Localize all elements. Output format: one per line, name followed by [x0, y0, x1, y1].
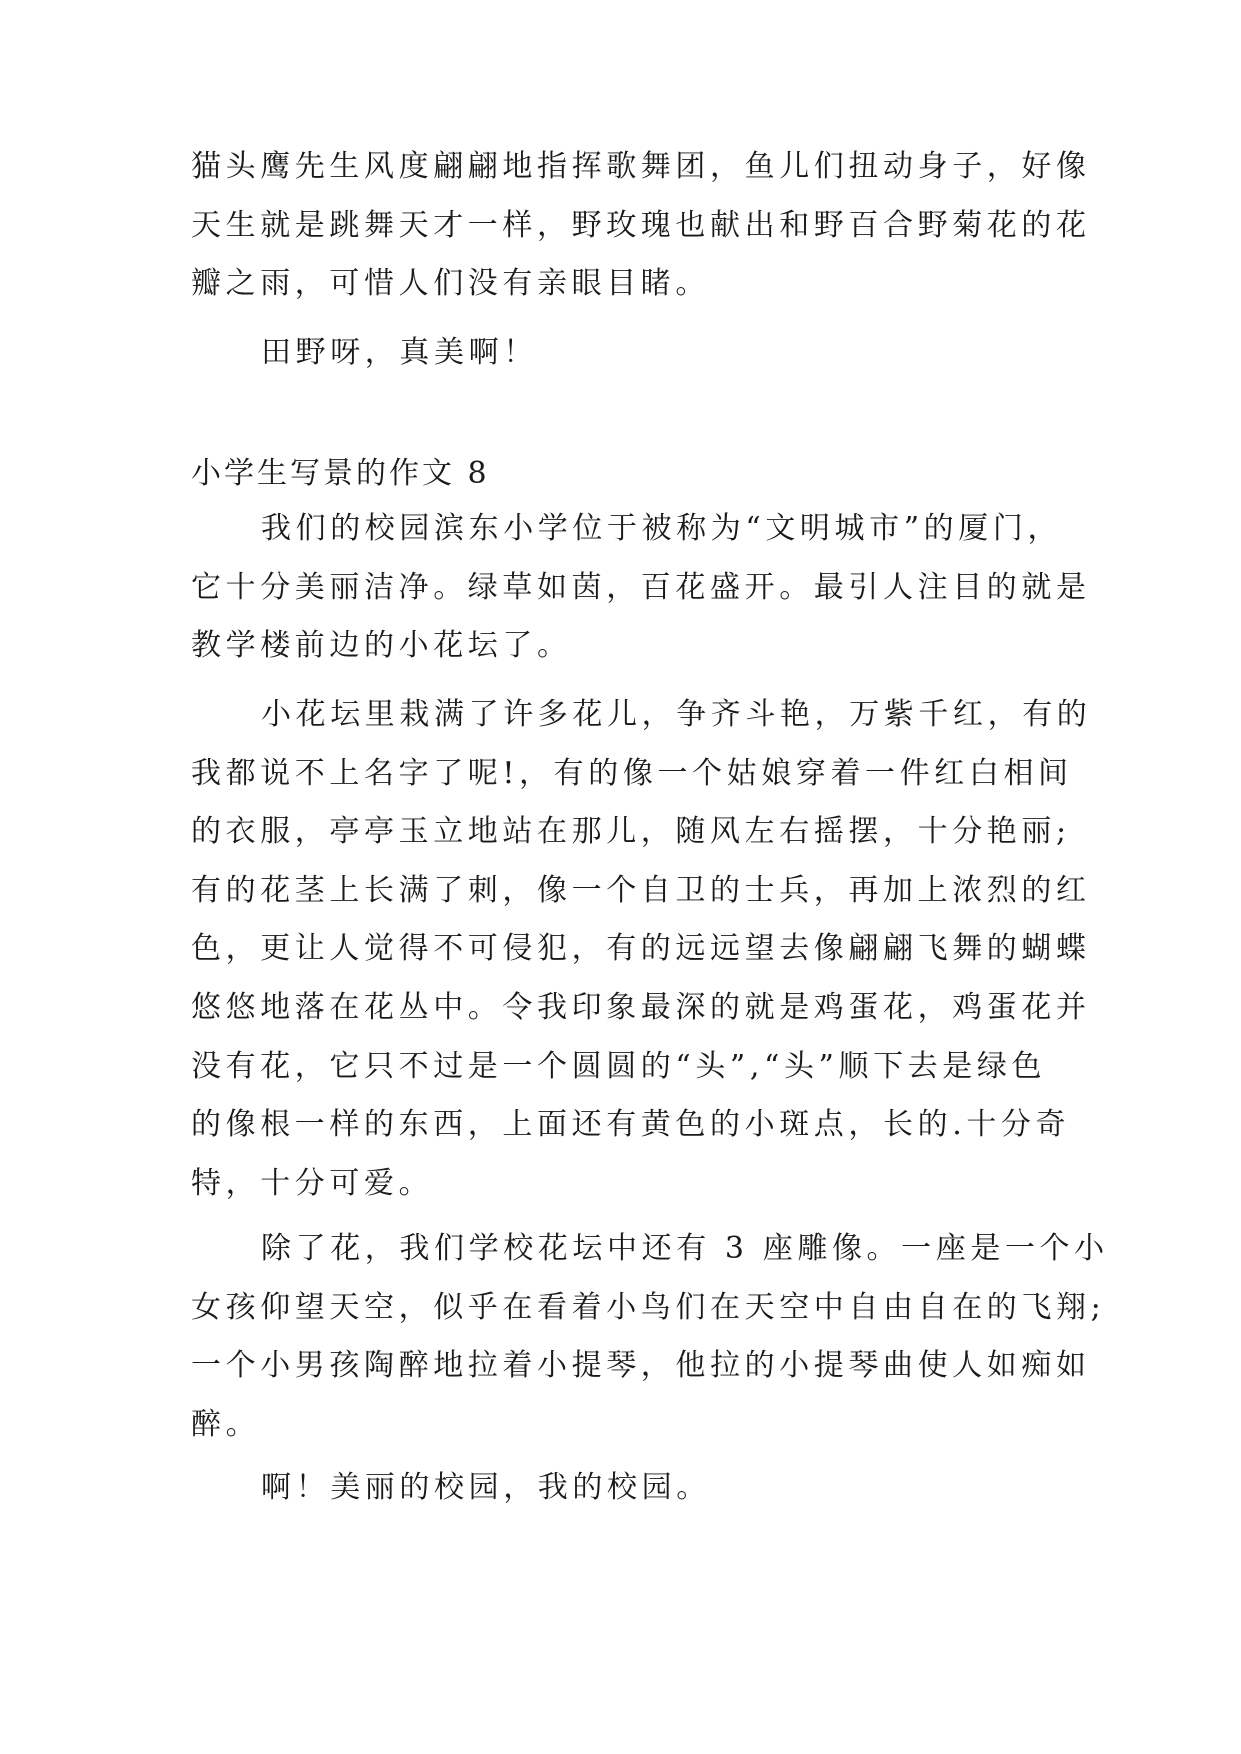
- text-line: 色，更让人觉得不可侵犯，有的远远望去像翩翩飞舞的蝴蝶: [191, 931, 1091, 967]
- text-line: 它十分美丽洁净。绿草如茵，百花盛开。最引人注目的就是: [191, 569, 1091, 605]
- text-line: 除了花，我们学校花坛中还有 3 座雕像。一座是一个小: [261, 1231, 1109, 1266]
- text-line: 醉。: [191, 1406, 261, 1442]
- text-line: 小花坛里栽满了许多花儿，争齐斗艳，万紫千红，有的: [261, 697, 1092, 732]
- text-line: 没有花，它只不过是一个圆圆的“头”,“头”顺下去是绿色: [191, 1048, 1047, 1084]
- text-line: 女孩仰望天空，似乎在看着小鸟们在天空中自由自在的飞翔;: [191, 1289, 1106, 1325]
- text-line: 天生就是跳舞天才一样，野玫瑰也献出和野百合野菊花的花: [191, 207, 1091, 243]
- paragraph-3: [191, 500, 1091, 676]
- paragraph-6: [191, 1459, 1061, 1518]
- text-line: 有的花茎上长满了刺，像一个自卫的士兵，再加上浓烈的红: [191, 872, 1091, 908]
- text-line: 我都说不上名字了呢!，有的像一个姑娘穿着一件红白相间: [191, 755, 1073, 791]
- text-line: 啊！美丽的校园，我的校园。: [261, 1470, 711, 1505]
- paragraph-5: [191, 1220, 1109, 1454]
- paragraph-2: [191, 324, 1061, 383]
- text-line: 猫头鹰先生风度翩翩地指挥歌舞团，鱼儿们扭动身子，好像: [191, 149, 1091, 184]
- text-line: 悠悠地落在花丛中。令我印象最深的就是鸡蛋花，鸡蛋花并: [191, 989, 1091, 1025]
- paragraph-1: [191, 138, 1091, 314]
- text-line: 一个小男孩陶醉地拉着小提琴，他拉的小提琴曲使人如痴如: [191, 1348, 1091, 1384]
- section-title: 小学生写景的作文 8: [191, 456, 490, 491]
- text-line: 瓣之雨，可惜人们没有亲眼目睹。: [191, 266, 710, 302]
- text-line: 的像根一样的东西，上面还有黄色的小斑点，长的.十分奇: [191, 1107, 1071, 1143]
- text-line: 的衣服，亭亭玉立地站在那儿，随风左右摇摆，十分艳丽;: [191, 814, 1071, 850]
- text-line: 田野呀，真美啊！: [261, 335, 538, 370]
- text-line: 教学楼前边的小花坛了。: [191, 628, 572, 664]
- text-line: 我们的校园滨东小学位于被称为“文明城市”的厦门，: [261, 511, 1063, 546]
- paragraph-4: [191, 686, 1092, 1213]
- text-line: 特，十分可爱。: [191, 1165, 434, 1201]
